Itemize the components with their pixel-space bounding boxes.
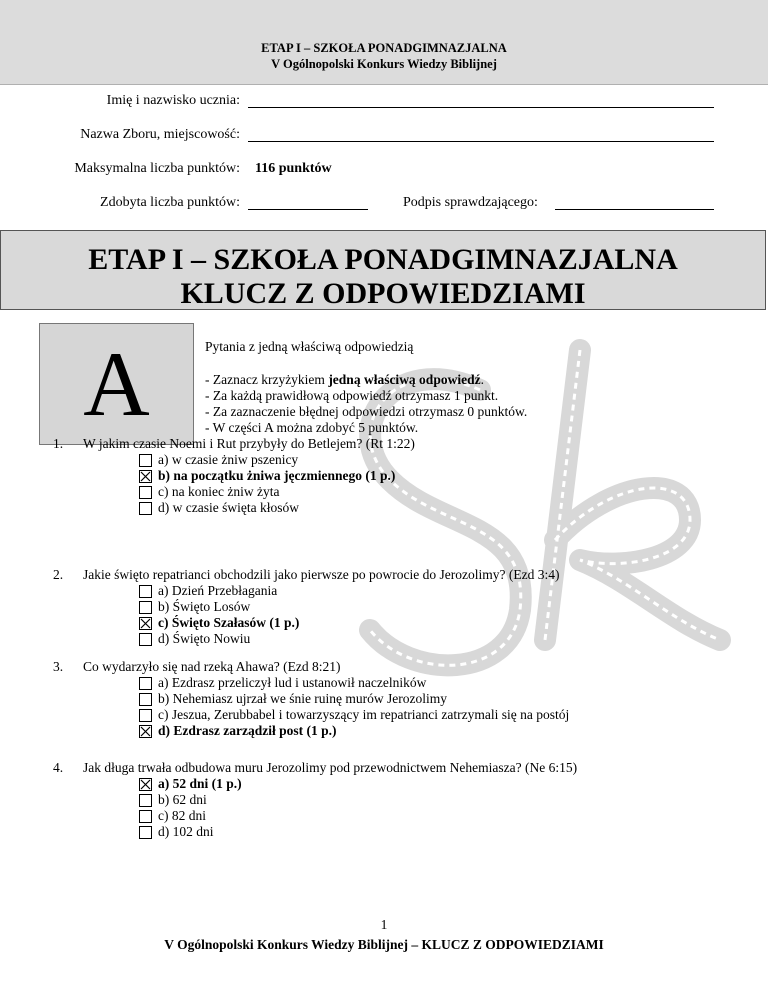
checkbox[interactable]	[139, 826, 152, 839]
checkbox[interactable]	[139, 585, 152, 598]
instruction-emphasis: jedną właściwą odpowiedź	[328, 372, 481, 387]
checked-checkbox[interactable]	[139, 778, 152, 791]
instruction-rule-2: - Za każdą prawidłową odpowiedź otrzymasz 1 punkt.	[205, 388, 499, 403]
section-letter: A	[83, 333, 150, 435]
max-points-value: 116 punktów	[255, 161, 332, 176]
section-subtitle: Pytania z jedną właściwą odpowiedzią	[205, 339, 414, 354]
answer-label: a) Dzień Przebłagania	[158, 583, 278, 598]
instruction-rule-4: - W części A można zdobyć 5 punktów.	[205, 420, 419, 435]
page-subtitle: KLUCZ Z ODPOWIEDZIAMI	[180, 277, 586, 310]
answer-label: c) Jeszua, Zerubbabel i towarzyszący im repatrianci zatrzymali się na postój	[158, 707, 570, 722]
checkbox[interactable]	[139, 502, 152, 515]
answer-option	[53, 776, 577, 792]
answer-label: d) 102 dni	[158, 824, 214, 839]
cross-mark-icon	[140, 726, 151, 737]
correct-answer-label: a) 52 dni (1 p.)	[158, 776, 242, 791]
answer-option	[53, 615, 559, 631]
answer-option	[53, 631, 559, 647]
checkbox[interactable]	[139, 633, 152, 646]
question-4	[53, 760, 577, 840]
checkbox[interactable]	[139, 693, 152, 706]
instruction-rule-1: - Zaznacz krzyżykiem jedną właściwą odpowiedź.	[205, 372, 484, 387]
answer-option	[53, 583, 559, 599]
question-label: Jak długa trwała odbudowa muru Jerozolimy pod przewodnictwem Nehemiasza? (Ne 6:15)	[83, 760, 578, 775]
checkbox[interactable]	[139, 601, 152, 614]
congregation-label: Nazwa Zboru, miejscowość:	[80, 127, 240, 142]
answer-option	[53, 824, 577, 840]
question-number: 3.	[53, 659, 64, 674]
answer-label: a) Ezdrasz przeliczył lud i ustanowił naczelników	[158, 675, 427, 690]
checked-checkbox[interactable]	[139, 617, 152, 630]
page-footer: V Ogólnopolski Konkurs Wiedzy Biblijnej – KLUCZ Z ODPOWIEDZIAMI	[164, 937, 604, 952]
cross-mark-icon	[140, 471, 151, 482]
section-instructions	[205, 339, 527, 436]
checked-checkbox[interactable]	[139, 470, 152, 483]
answer-option	[53, 691, 448, 707]
answer-option	[53, 792, 577, 808]
answer-label: d) Święto Nowiu	[158, 631, 251, 646]
section-letter-box	[39, 323, 194, 445]
checkbox[interactable]	[139, 677, 152, 690]
question-label: Co wydarzyło się nad rzeką Ahawa? (Ezd 8:21)	[83, 659, 341, 674]
answer-label: c) 82 dni	[158, 808, 206, 823]
max-points-label: Maksymalna liczba punktów:	[74, 161, 240, 176]
answer-option	[53, 468, 415, 484]
checker-signature-input-line[interactable]	[555, 209, 714, 210]
answer-label: b) Nehemiasz ujrzał we śnie ruinę murów Jerozolimy	[158, 691, 448, 706]
checkbox[interactable]	[139, 709, 152, 722]
question-label: Jakie święto repatrianci obchodzili jako pierwsze po powrocie do Jerozolimy? (Ezd 3:4)	[83, 567, 560, 582]
answer-option	[53, 808, 577, 824]
checkbox[interactable]	[139, 486, 152, 499]
congregation-input-line[interactable]	[248, 141, 714, 142]
answer-option	[53, 500, 415, 516]
checker-signature-label: Podpis sprawdzającego:	[403, 195, 538, 210]
question-number: 4.	[53, 760, 64, 775]
question-text	[53, 436, 415, 452]
instruction-rule-3: - Za zaznaczenie błędnej odpowiedzi otrzymasz 0 punktów.	[205, 404, 528, 419]
header-stage-line: ETAP I – SZKOŁA PONADGIMNAZJALNA	[261, 41, 507, 55]
header-contest-line: V Ogólnopolski Konkurs Wiedzy Biblijnej	[271, 57, 497, 71]
question-3	[53, 659, 570, 739]
name-label: Imię i nazwisko ucznia:	[106, 93, 240, 108]
cross-mark-icon	[140, 779, 151, 790]
question-label: W jakim czasie Noemi i Rut przybyły do Betlejem? (Rt 1:22)	[83, 436, 415, 451]
question-text	[53, 567, 559, 583]
question-2	[53, 567, 559, 647]
question-text	[53, 659, 341, 675]
question-text	[53, 760, 577, 776]
answer-option	[53, 723, 341, 739]
earned-points-input-line[interactable]	[248, 209, 368, 210]
answer-label: b) Święto Losów	[158, 599, 251, 614]
question-1	[53, 436, 415, 516]
question-number: 1.	[53, 436, 64, 451]
answer-label: c) na koniec żniw żyta	[158, 484, 280, 499]
name-input-line[interactable]	[248, 107, 714, 108]
answer-label: a) w czasie żniw pszenicy	[158, 452, 299, 467]
title-box	[0, 230, 766, 310]
question-number: 2.	[53, 567, 64, 582]
checkbox[interactable]	[139, 810, 152, 823]
answer-option	[53, 707, 570, 723]
page-title: ETAP I – SZKOŁA PONADGIMNAZJALNA	[88, 243, 678, 276]
correct-answer-label: b) na początku żniwa jęczmiennego (1 p.)	[158, 468, 396, 483]
answer-label: d) w czasie święta kłosów	[158, 500, 299, 515]
checked-checkbox[interactable]	[139, 725, 152, 738]
answer-option	[53, 484, 415, 500]
checkbox[interactable]	[139, 794, 152, 807]
answer-option	[53, 675, 427, 691]
earned-points-label: Zdobyta liczba punktów:	[100, 195, 240, 210]
answer-option	[53, 599, 559, 615]
correct-answer-label: c) Święto Szałasów (1 p.)	[158, 615, 300, 630]
correct-answer-label: d) Ezdrasz zarządził post (1 p.)	[158, 723, 337, 738]
page-header	[0, 40, 768, 72]
answer-label: b) 62 dni	[158, 792, 207, 807]
answer-option	[53, 452, 415, 468]
checkbox[interactable]	[139, 454, 152, 467]
cross-mark-icon	[140, 618, 151, 629]
page-number: 1	[380, 917, 388, 932]
